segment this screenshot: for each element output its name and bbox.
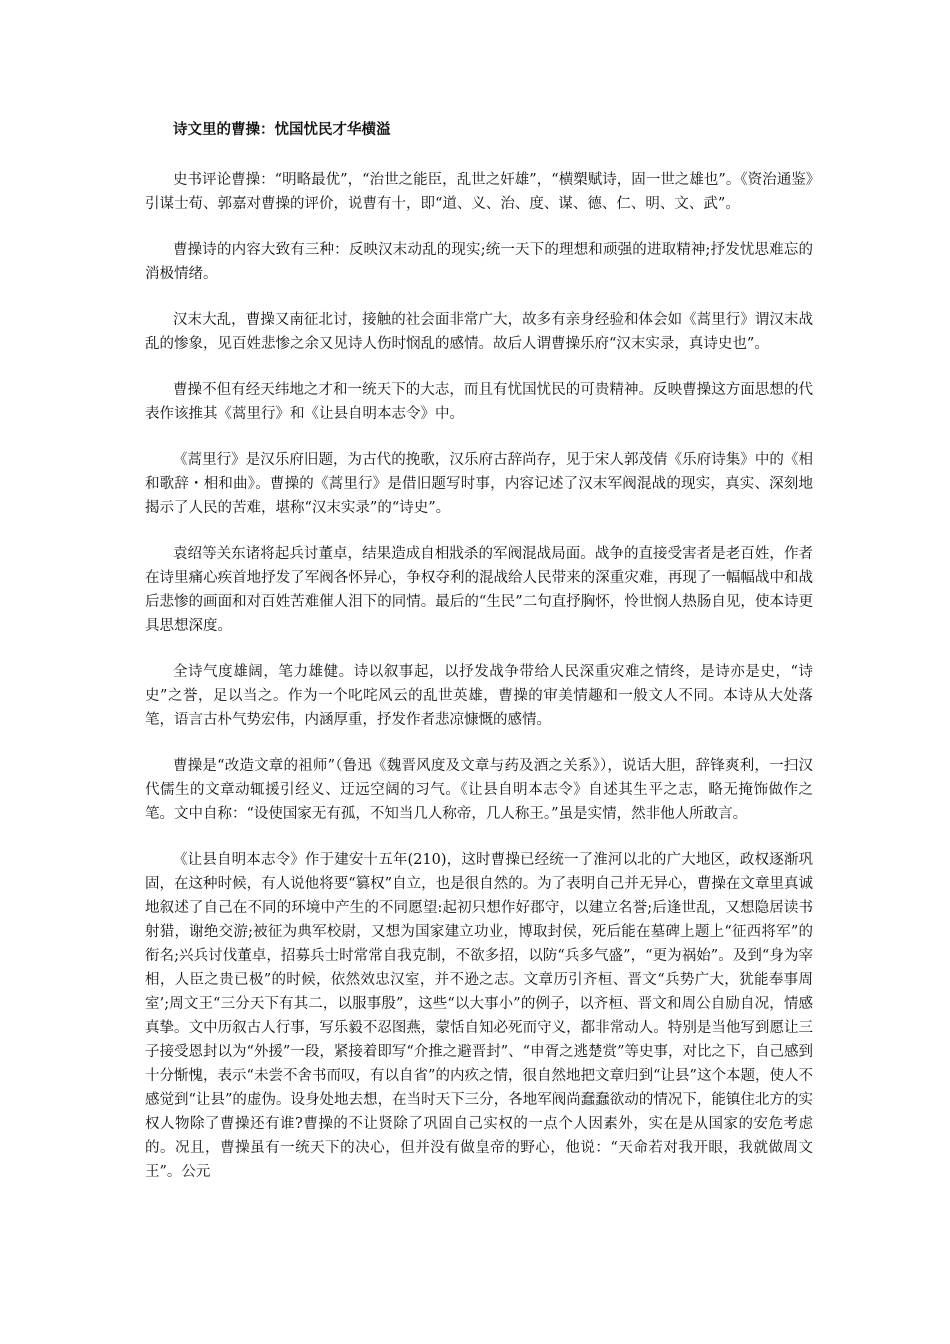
paragraph: 曹操不但有经天纬地之才和一统天下的大志，而且有忧国忧民的可贵精神。反映曹操这方面思想的代表作该推其《蒿里行》和《让县自明本志令》中。 <box>145 382 813 422</box>
paragraph: 曹操是“改造文章的祖师”（鲁迅《魏晋风度及文章与药及酒之关系》），说话大胆，辞锋爽利，一扫汉代儒生的文章动辄援引经义、迂远空阔的习气。《让县自明本志令》自述其生平之志，略无掩饰做作之笔。文中自称：“设使国家无有孤，不知当几人称帝，几人称王。”虽是实情，然非他人所敢言。 <box>145 758 813 822</box>
paragraph: 史书评论曹操：“明略最优”，“治世之能臣，乱世之奸雄”，“横槊赋诗，固一世之雄也”。《资治通鉴》引谋士荀、郭嘉对曹操的评价，说曹有十，即“道、义、治、度、谋、德、仁、明、文、武”。 <box>145 172 813 212</box>
paragraph: 袁绍等关东诸将起兵讨董卓，结果造成自相戕杀的军阀混战局面。战争的直接受害者是老百姓，作者在诗里痛心疾首地抒发了军阀各怀异心，争权夺利的混战给人民带来的深重灾难，再现了一幅幅战中和战后悲惨的画面和对百姓苦难催人泪下的同情。最后的“生民”二句直抒胸怀，怜世悯人热肠自见，使本诗更具思想深度。 <box>145 546 813 634</box>
document-page <box>145 118 813 1184</box>
paragraph: 曹操诗的内容大致有三种：反映汉末动乱的现实;统一天下的理想和顽强的进取精神;抒发忧思难忘的消极情绪。 <box>145 242 813 282</box>
paragraph: 《蒿里行》是汉乐府旧题，为古代的挽歌，汉乐府古辞尚存，见于宋人郭茂倩《乐府诗集》中的《相和歌辞・相和曲》。曹操的《蒿里行》是借旧题写时事，内容记述了汉末军阀混战的现实，真实、深刻地揭示了人民的苦难，堪称“汉末实录”的“诗史”。 <box>145 452 813 516</box>
document-title: 诗文里的曹操：忧国忧民才华横溢 <box>173 122 391 138</box>
paragraph: 汉末大乱，曹操又南征北讨，接触的社会面非常广大，故多有亲身经验和体会如《蒿里行》谓汉末战乱的惨象，见百姓悲惨之余又见诗人伤时悯乱的感情。故后人谓曹操乐府“汉末实录，真诗史也”。 <box>145 312 813 352</box>
paragraph: 全诗气度雄阔，笔力雄健。诗以叙事起，以抒发战争带给人民深重灾难之情终，是诗亦是史，“诗史”之誉，足以当之。作为一个叱咤风云的乱世英雄，曹操的审美情趣和一般文人不同。本诗从大处落笔，语言古朴气势宏伟，内涵厚重，抒发作者悲凉慷慨的感情。 <box>145 664 813 728</box>
paragraph: 《让县自明本志令》作于建安十五年(210)，这时曹操已经统一了淮河以北的广大地区，政权逐渐巩固，在这种时候，有人说他将要“篡权”自立，也是很自然的。为了表明自己并无异心，曹操在文章里真诚地叙述了自己在不同的环境中产生的不同愿望:起初只想作好郡守，以建立名誉;后逢世乱，又想隐居读书射猎，谢绝交游;被征为典军校尉，又想为国家建立功业，博取封侯，死后能在墓碑上题上“征西将军”的衔名;兴兵讨伐董卓，招募兵士时常常自我克制，不欲多招，以防“兵多气盛”，“更为祸始”。及到“身为宰相，人臣之贵已极”的时候，依然效忠汉室，并不逊之志。文章历引齐桓、晋文“兵势广大，犹能奉事周室’;周文王“三分天下有其二，以服事殷”，这些“以大事小”的例子，以齐桓、晋文和周公自励自况，情感真挚。文中历叙古人行事，写乐毅不忍图燕，蒙恬自知必死而守义，都非常动人。特别是当他写到愿让三子接受恩封以为“外援”一段，紧接着即写“介推之避晋封”、“申胥之逃楚赏”等史事，对比之下，自己感到十分惭愧，表示“未尝不舍书而叹，有以自省”的内疚之情，很自然地把文章归到“让县”这个本题，使人不感觉到“让县”的虚伪。设身处地去想，在当时天下三分，各地军阀尚蠢蠢欲动的情况下，能镇住北方的实权人物除了曹操还有谁?曹操的不让贤除了巩固自己实权的一点个人因素外，实在是从国家的安危考虑的。况且，曹操虽有一统天下的决心，但并没有做皇帝的野心，他说：“天命若对我开眼，我就做周文王”。公元 <box>145 852 813 1180</box>
